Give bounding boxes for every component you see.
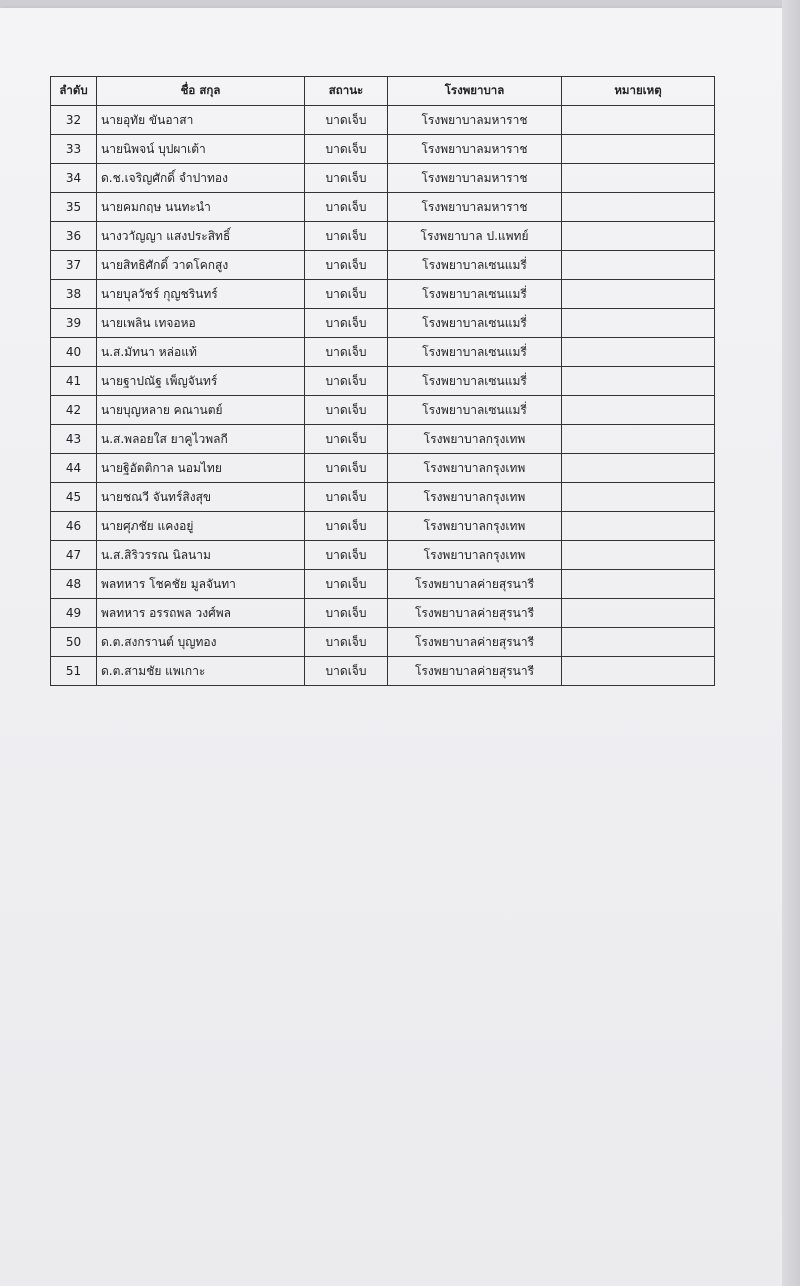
row-number-cell: 50 [51, 628, 97, 657]
row-remark-cell [562, 396, 715, 425]
row-number-cell: 46 [51, 512, 97, 541]
row-status-cell: บาดเจ็บ [305, 396, 388, 425]
row-hospital-cell: โรงพยาบาลมหาราช [388, 135, 562, 164]
row-name-cell: นายนิพจน์ บุปผาเต้า [97, 135, 305, 164]
row-name-cell: นายชณวี จันทร์สิงสุข [97, 483, 305, 512]
row-name-cell: น.ส.มัทนา หล่อแท้ [97, 338, 305, 367]
table-header-row [51, 77, 715, 106]
row-hospital-cell: โรงพยาบาลเซนแมรี่ [388, 396, 562, 425]
row-hospital-cell: โรงพยาบาลเซนแมรี่ [388, 309, 562, 338]
header-no: ลำดับ [51, 77, 97, 106]
row-number-cell: 33 [51, 135, 97, 164]
row-name-cell: น.ส.สิริวรรณ นิลนาม [97, 541, 305, 570]
table-row [51, 309, 715, 338]
row-name-cell: นายสิทธิศักดิ์ วาดโคกสูง [97, 251, 305, 280]
table-row [51, 425, 715, 454]
row-remark-cell [562, 512, 715, 541]
background-right-edge [782, 0, 800, 1286]
row-hospital-cell: โรงพยาบาลค่ายสุรนารี [388, 657, 562, 686]
table-row [51, 483, 715, 512]
row-status-cell: บาดเจ็บ [305, 106, 388, 135]
document-page [0, 8, 782, 1286]
row-hospital-cell: โรงพยาบาลเซนแมรี่ [388, 280, 562, 309]
row-number-cell: 32 [51, 106, 97, 135]
row-hospital-cell: โรงพยาบาลกรุงเทพ [388, 454, 562, 483]
row-status-cell: บาดเจ็บ [305, 425, 388, 454]
row-number-cell: 38 [51, 280, 97, 309]
row-number-cell: 45 [51, 483, 97, 512]
row-hospital-cell: โรงพยาบาลมหาราช [388, 193, 562, 222]
row-remark-cell [562, 222, 715, 251]
row-remark-cell [562, 251, 715, 280]
row-name-cell: นายบุญหลาย คณานตย์ [97, 396, 305, 425]
row-status-cell: บาดเจ็บ [305, 251, 388, 280]
row-hospital-cell: โรงพยาบาลมหาราช [388, 106, 562, 135]
row-number-cell: 40 [51, 338, 97, 367]
row-hospital-cell: โรงพยาบาลกรุงเทพ [388, 512, 562, 541]
row-status-cell: บาดเจ็บ [305, 193, 388, 222]
header-status: สถานะ [305, 77, 388, 106]
table-row [51, 135, 715, 164]
row-hospital-cell: โรงพยาบาลค่ายสุรนารี [388, 628, 562, 657]
row-remark-cell [562, 628, 715, 657]
row-status-cell: บาดเจ็บ [305, 222, 388, 251]
table-row [51, 280, 715, 309]
row-status-cell: บาดเจ็บ [305, 599, 388, 628]
row-status-cell: บาดเจ็บ [305, 541, 388, 570]
row-hospital-cell: โรงพยาบาลกรุงเทพ [388, 483, 562, 512]
table-row [51, 164, 715, 193]
row-status-cell: บาดเจ็บ [305, 483, 388, 512]
row-hospital-cell: โรงพยาบาลค่ายสุรนารี [388, 570, 562, 599]
row-hospital-cell: โรงพยาบาลเซนแมรี่ [388, 367, 562, 396]
row-hospital-cell: โรงพยาบาล ป.แพทย์ [388, 222, 562, 251]
table-row [51, 454, 715, 483]
row-remark-cell [562, 541, 715, 570]
row-name-cell: นายอุทัย ขันอาสา [97, 106, 305, 135]
row-name-cell: นางวาัญญา แสงประสิทธิ์ [97, 222, 305, 251]
row-name-cell: พลทหาร อรรถพล วงศ์พล [97, 599, 305, 628]
table-row [51, 396, 715, 425]
table-row [51, 512, 715, 541]
row-remark-cell [562, 657, 715, 686]
casualty-table-container [50, 76, 714, 686]
row-status-cell: บาดเจ็บ [305, 309, 388, 338]
row-name-cell: นายเพลิน เทจอหอ [97, 309, 305, 338]
row-number-cell: 48 [51, 570, 97, 599]
row-status-cell: บาดเจ็บ [305, 164, 388, 193]
row-name-cell: นายบุลวัชร์ กุญชรินทร์ [97, 280, 305, 309]
row-remark-cell [562, 599, 715, 628]
row-remark-cell [562, 425, 715, 454]
row-number-cell: 49 [51, 599, 97, 628]
row-remark-cell [562, 309, 715, 338]
row-remark-cell [562, 454, 715, 483]
row-name-cell: น.ส.พลอยใส ยาคูไวพลกี [97, 425, 305, 454]
header-remark: หมายเหตุ [562, 77, 715, 106]
row-hospital-cell: โรงพยาบาลกรุงเทพ [388, 541, 562, 570]
table-row [51, 193, 715, 222]
row-number-cell: 36 [51, 222, 97, 251]
row-number-cell: 42 [51, 396, 97, 425]
table-row [51, 599, 715, 628]
row-number-cell: 51 [51, 657, 97, 686]
row-hospital-cell: โรงพยาบาลมหาราช [388, 164, 562, 193]
row-name-cell: นายฐิอัตติกาล นอมไทย [97, 454, 305, 483]
row-name-cell: นายศุภชัย แคงอยู่ [97, 512, 305, 541]
row-status-cell: บาดเจ็บ [305, 454, 388, 483]
row-status-cell: บาดเจ็บ [305, 338, 388, 367]
table-row [51, 570, 715, 599]
table-row [51, 338, 715, 367]
row-number-cell: 37 [51, 251, 97, 280]
row-remark-cell [562, 338, 715, 367]
row-status-cell: บาดเจ็บ [305, 628, 388, 657]
row-number-cell: 35 [51, 193, 97, 222]
row-remark-cell [562, 367, 715, 396]
row-status-cell: บาดเจ็บ [305, 280, 388, 309]
background-top-edge [0, 0, 800, 8]
casualty-table [50, 76, 715, 686]
row-hospital-cell: โรงพยาบาลกรุงเทพ [388, 425, 562, 454]
table-row [51, 251, 715, 280]
row-remark-cell [562, 135, 715, 164]
header-name: ชื่อ สกุล [97, 77, 305, 106]
row-number-cell: 34 [51, 164, 97, 193]
row-hospital-cell: โรงพยาบาลค่ายสุรนารี [388, 599, 562, 628]
row-status-cell: บาดเจ็บ [305, 657, 388, 686]
table-row [51, 541, 715, 570]
table-row [51, 106, 715, 135]
row-remark-cell [562, 164, 715, 193]
row-status-cell: บาดเจ็บ [305, 512, 388, 541]
row-name-cell: นายฐาปณัฐ เพ็ญจันทร์ [97, 367, 305, 396]
row-number-cell: 41 [51, 367, 97, 396]
table-row [51, 657, 715, 686]
row-remark-cell [562, 483, 715, 512]
row-remark-cell [562, 106, 715, 135]
row-number-cell: 43 [51, 425, 97, 454]
row-name-cell: ด.ต.สามชัย แพเกาะ [97, 657, 305, 686]
table-body [51, 106, 715, 686]
row-name-cell: พลทหาร โชคชัย มูลจันทา [97, 570, 305, 599]
row-remark-cell [562, 193, 715, 222]
header-hospital: โรงพยาบาล [388, 77, 562, 106]
row-number-cell: 47 [51, 541, 97, 570]
row-hospital-cell: โรงพยาบาลเซนแมรี่ [388, 338, 562, 367]
table-row [51, 222, 715, 251]
table-row [51, 628, 715, 657]
row-hospital-cell: โรงพยาบาลเซนแมรี่ [388, 251, 562, 280]
table-row [51, 367, 715, 396]
row-name-cell: ด.ต.สงกรานต์ บุญทอง [97, 628, 305, 657]
row-status-cell: บาดเจ็บ [305, 367, 388, 396]
row-remark-cell [562, 280, 715, 309]
row-number-cell: 44 [51, 454, 97, 483]
row-remark-cell [562, 570, 715, 599]
row-number-cell: 39 [51, 309, 97, 338]
row-name-cell: นายคมกฤษ นนทะนำ [97, 193, 305, 222]
row-status-cell: บาดเจ็บ [305, 570, 388, 599]
row-status-cell: บาดเจ็บ [305, 135, 388, 164]
row-name-cell: ด.ช.เจริญศักดิ์ จำปาทอง [97, 164, 305, 193]
